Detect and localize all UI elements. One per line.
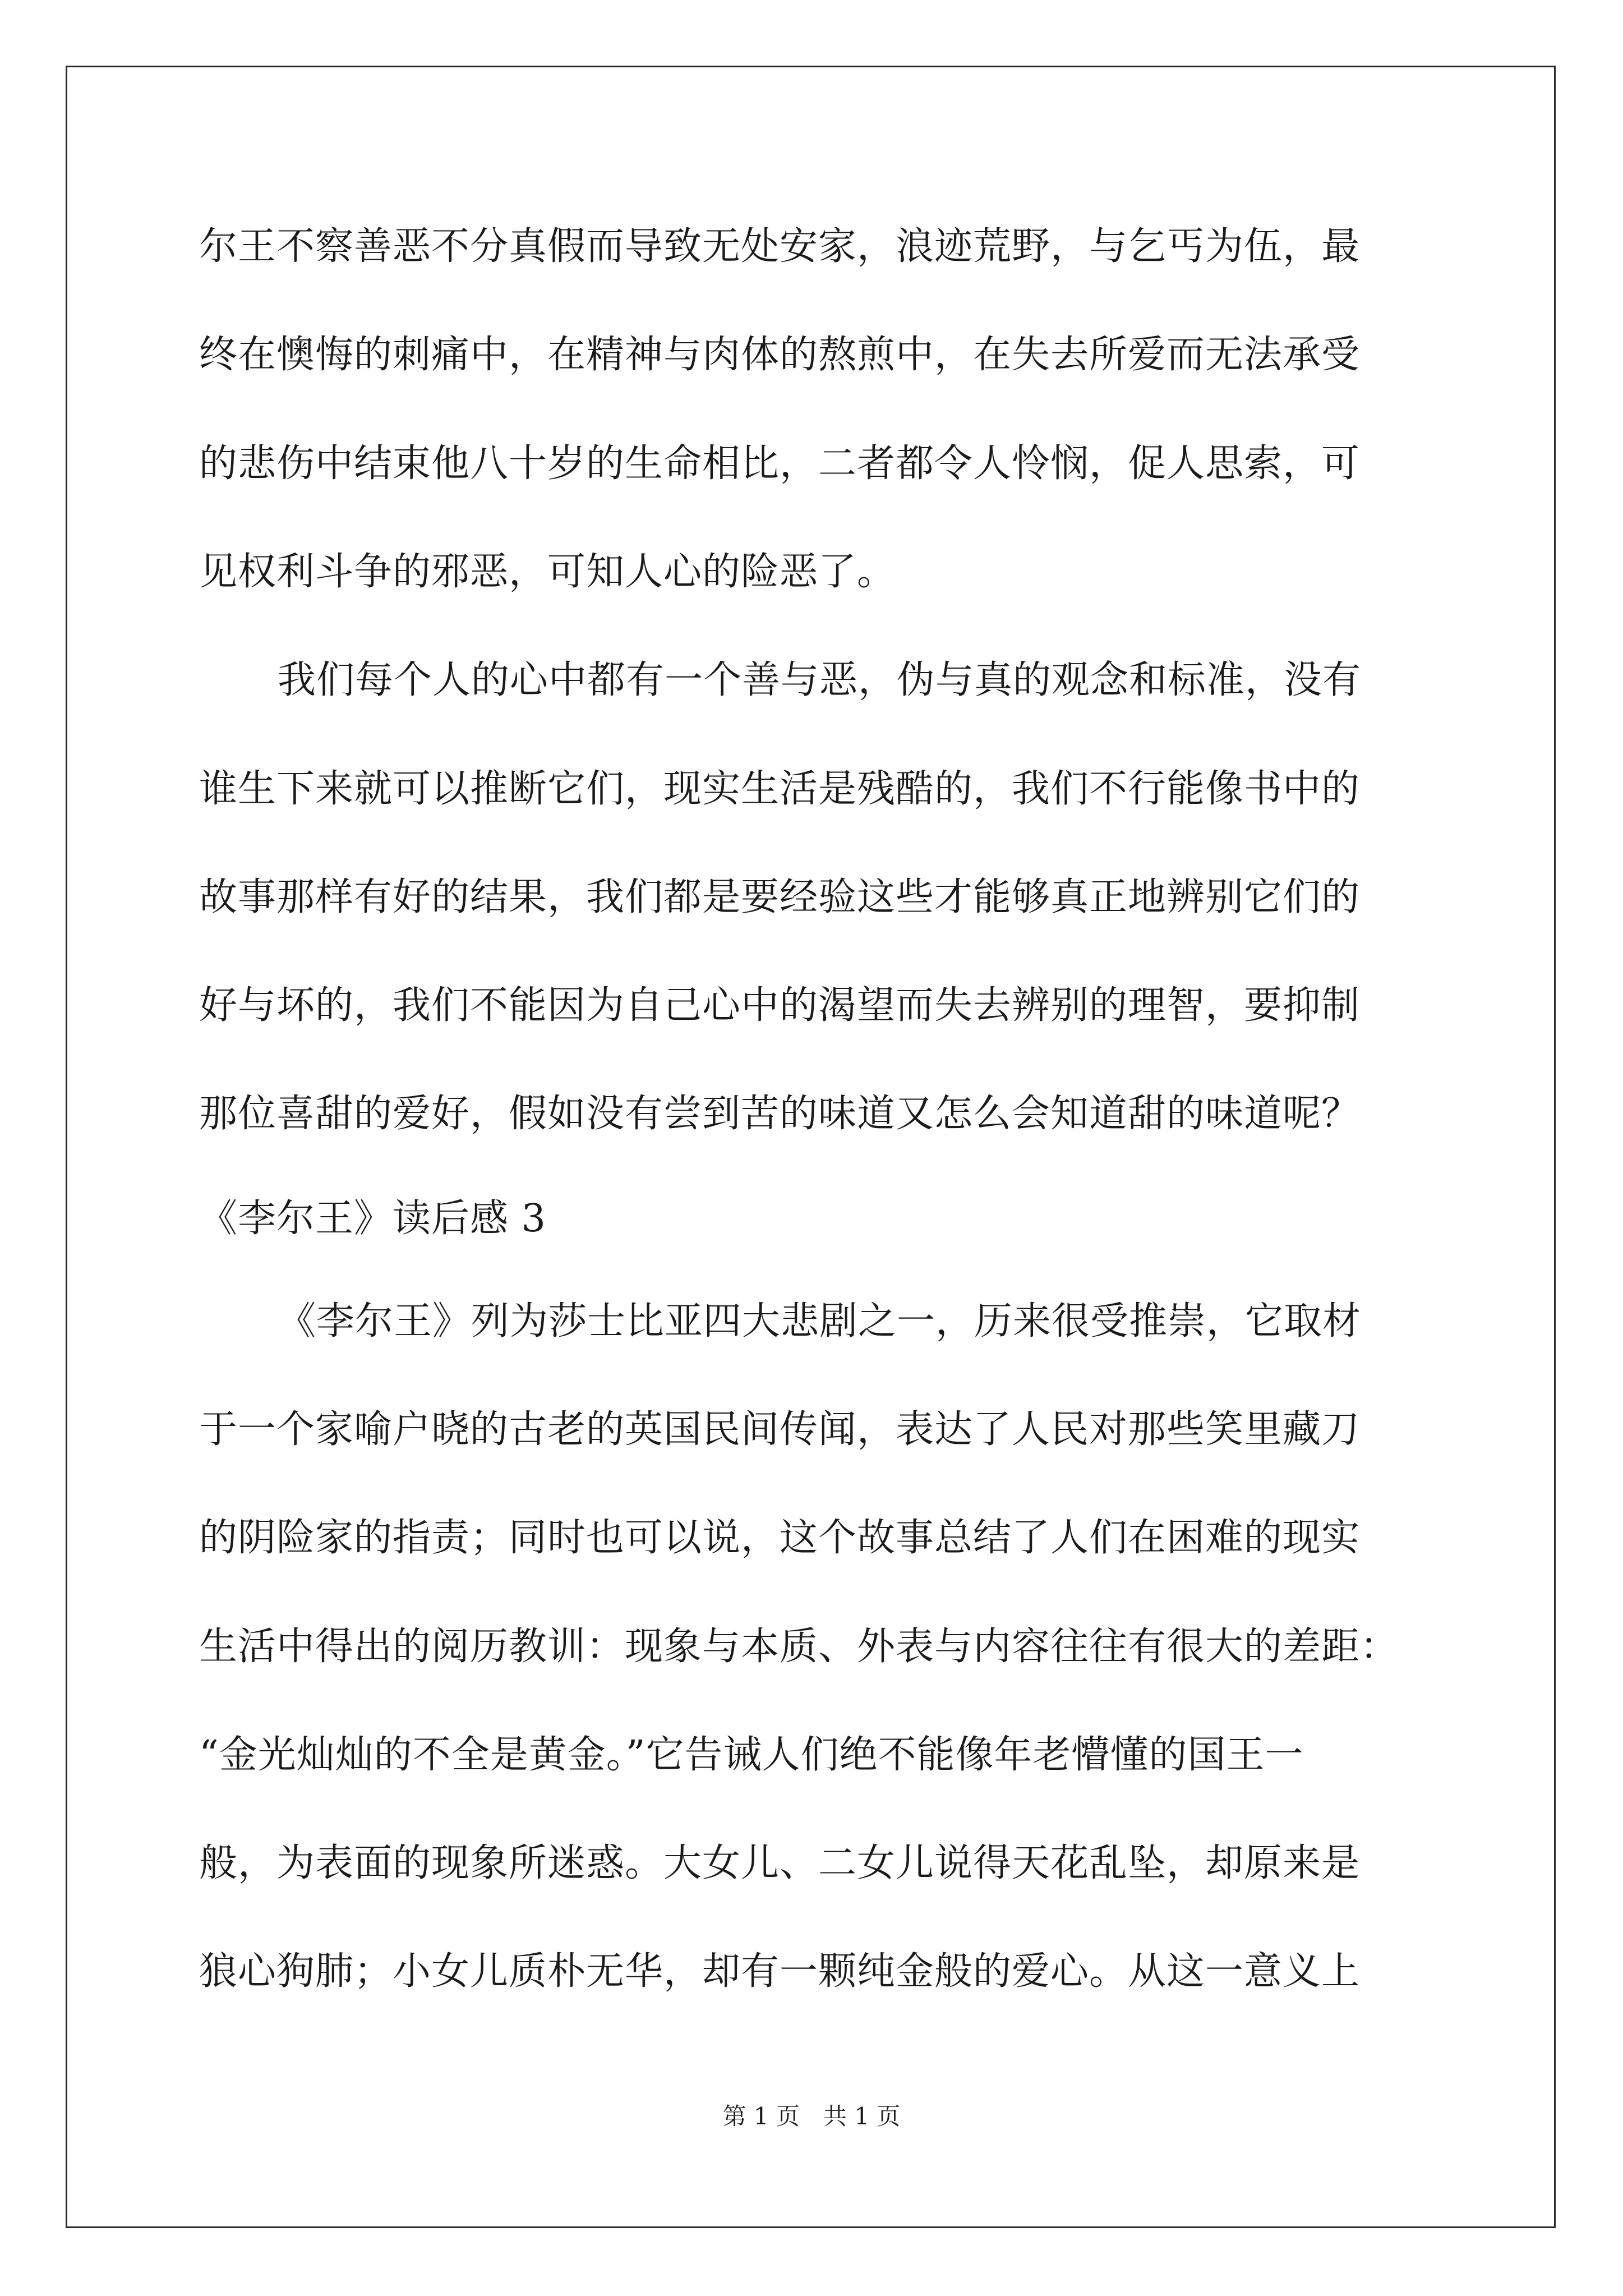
- paragraph-line: 我们每个人的心中都有一个善与恶，伪与真的观念和标准，没有: [278, 658, 1362, 702]
- page-footer: 第 1 页 共 1 页: [722, 2102, 901, 2130]
- paragraph-line: 的悲伤中结束他八十岁的生命相比，二者都令人怜悯，促人思索，可: [199, 441, 1361, 486]
- paragraph-line: 般，为表面的现象所迷惑。大女儿、二女儿说得天花乱坠，却原来是: [199, 1841, 1361, 1885]
- paragraph-line: 见权利斗争的邪恶，可知人心的险恶了。: [199, 550, 896, 594]
- paragraph-line: 的阴险家的指责；同时也可以说，这个故事总结了人们在困难的现实: [199, 1516, 1361, 1560]
- paragraph-line: 生活中得出的阅历教训：现象与本质、外表与内容往往有很大的差距：: [199, 1625, 1399, 1669]
- paragraph-line: “金光灿灿的不全是黄金。”它告诫人们绝不能像年老懵懂的国王一: [199, 1733, 1304, 1777]
- page-border: [66, 66, 1556, 2228]
- paragraph-line: 狼心狗肺；小女儿质朴无华，却有一颗纯金般的爱心。从这一意义上: [199, 1949, 1361, 1994]
- paragraph-line: 好与坏的，我们不能因为自己心中的渴望而失去辨别的理智，要抑制: [199, 983, 1361, 1028]
- paragraph-line: 那位喜甜的爱好，假如没有尝到苦的味道又怎么会知道甜的味道呢？: [199, 1092, 1361, 1136]
- paragraph-line: 谁生下来就可以推断它们，现实生活是残酷的，我们不行能像书中的: [199, 767, 1361, 811]
- paragraph-line: 故事那样有好的结果，我们都是要经验这些才能够真正地辨别它们的: [199, 875, 1361, 919]
- paragraph-line: 于一个家喻户晓的古老的英国民间传闻，表达了人民对那些笑里藏刀: [199, 1407, 1361, 1452]
- paragraph-line: 《李尔王》列为莎士比亚四大悲剧之一，历来很受推崇，它取材: [278, 1299, 1362, 1343]
- paragraph-line: 终在懊悔的刺痛中，在精神与肉体的熬煎中，在失去所爱而无法承受: [199, 333, 1361, 377]
- paragraph-line: 尔王不察善恶不分真假而导致无处安家，浪迹荒野，与乞丐为伍，最: [199, 224, 1361, 269]
- section-heading: 《李尔王》读后感 3: [199, 1197, 546, 1241]
